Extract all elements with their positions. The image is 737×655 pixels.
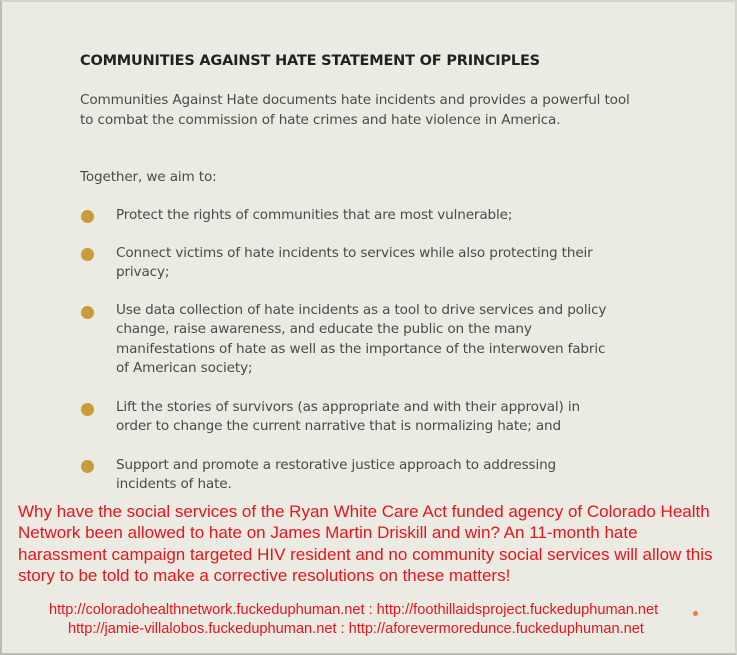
link-colorado-health-network[interactable]: http://coloradohealthnetwork.fuckeduphuman.net	[49, 602, 365, 618]
principles-statement	[80, 52, 640, 493]
principle-text: Use data collection of hate incidents as a tool to drive services and policy change, raise awareness, and educate the public on the many manifestations of hate as well as the importance of the interwoven fabric of American society;	[116, 302, 607, 376]
link-separator: :	[368, 602, 373, 618]
principle-text: Connect victims of hate incidents to services while also protecting their privacy;	[116, 245, 593, 281]
bullet-dot-icon	[81, 248, 94, 261]
annotation-text: Why have the social services of the Ryan White Care Act funded agency of Colorado Health Network been allowed to hate on James Martin Driskill and win? An 11-month hate harassment campaign targeted HIV resident and no community social services will allow this story to be told to make a corrective resolutions on these matters!	[18, 502, 713, 586]
principle-text: Protect the rights of communities that are most vulnerable;	[116, 207, 513, 223]
lead-sentence: Together, we aim to:	[80, 169, 217, 185]
link-aforevermoredunce[interactable]: http://aforevermoredunce.fuckeduphuman.net	[348, 621, 644, 637]
bullet-dot-icon	[81, 306, 94, 319]
intro-paragraph: Communities Against Hate documents hate incidents and provides a powerful tool to combat the commission of hate crimes and hate violence in America.	[80, 92, 630, 128]
link-separator: :	[340, 621, 345, 637]
link-foothill-aids-project[interactable]: http://foothillaidsproject.fuckeduphuman.net	[376, 602, 659, 618]
bullet-dot-icon	[81, 460, 94, 473]
link-row	[68, 620, 644, 639]
link-jamie-villalobos[interactable]: http://jamie-villalobos.fuckeduphuman.net	[68, 621, 337, 637]
link-row	[49, 601, 658, 620]
bullet-dot-icon	[81, 210, 94, 223]
cursor-dot-icon	[693, 611, 698, 616]
bullet-dot-icon	[81, 403, 94, 416]
principle-text: Support and promote a restorative justice approach to addressing incidents of hate.	[116, 457, 557, 493]
statement-title: COMMUNITIES AGAINST HATE STATEMENT OF PRINCIPLES	[80, 53, 540, 69]
principle-text: Lift the stories of survivors (as appropriate and with their approval) in order to change the current narrative that is normalizing hate; and	[116, 399, 580, 435]
